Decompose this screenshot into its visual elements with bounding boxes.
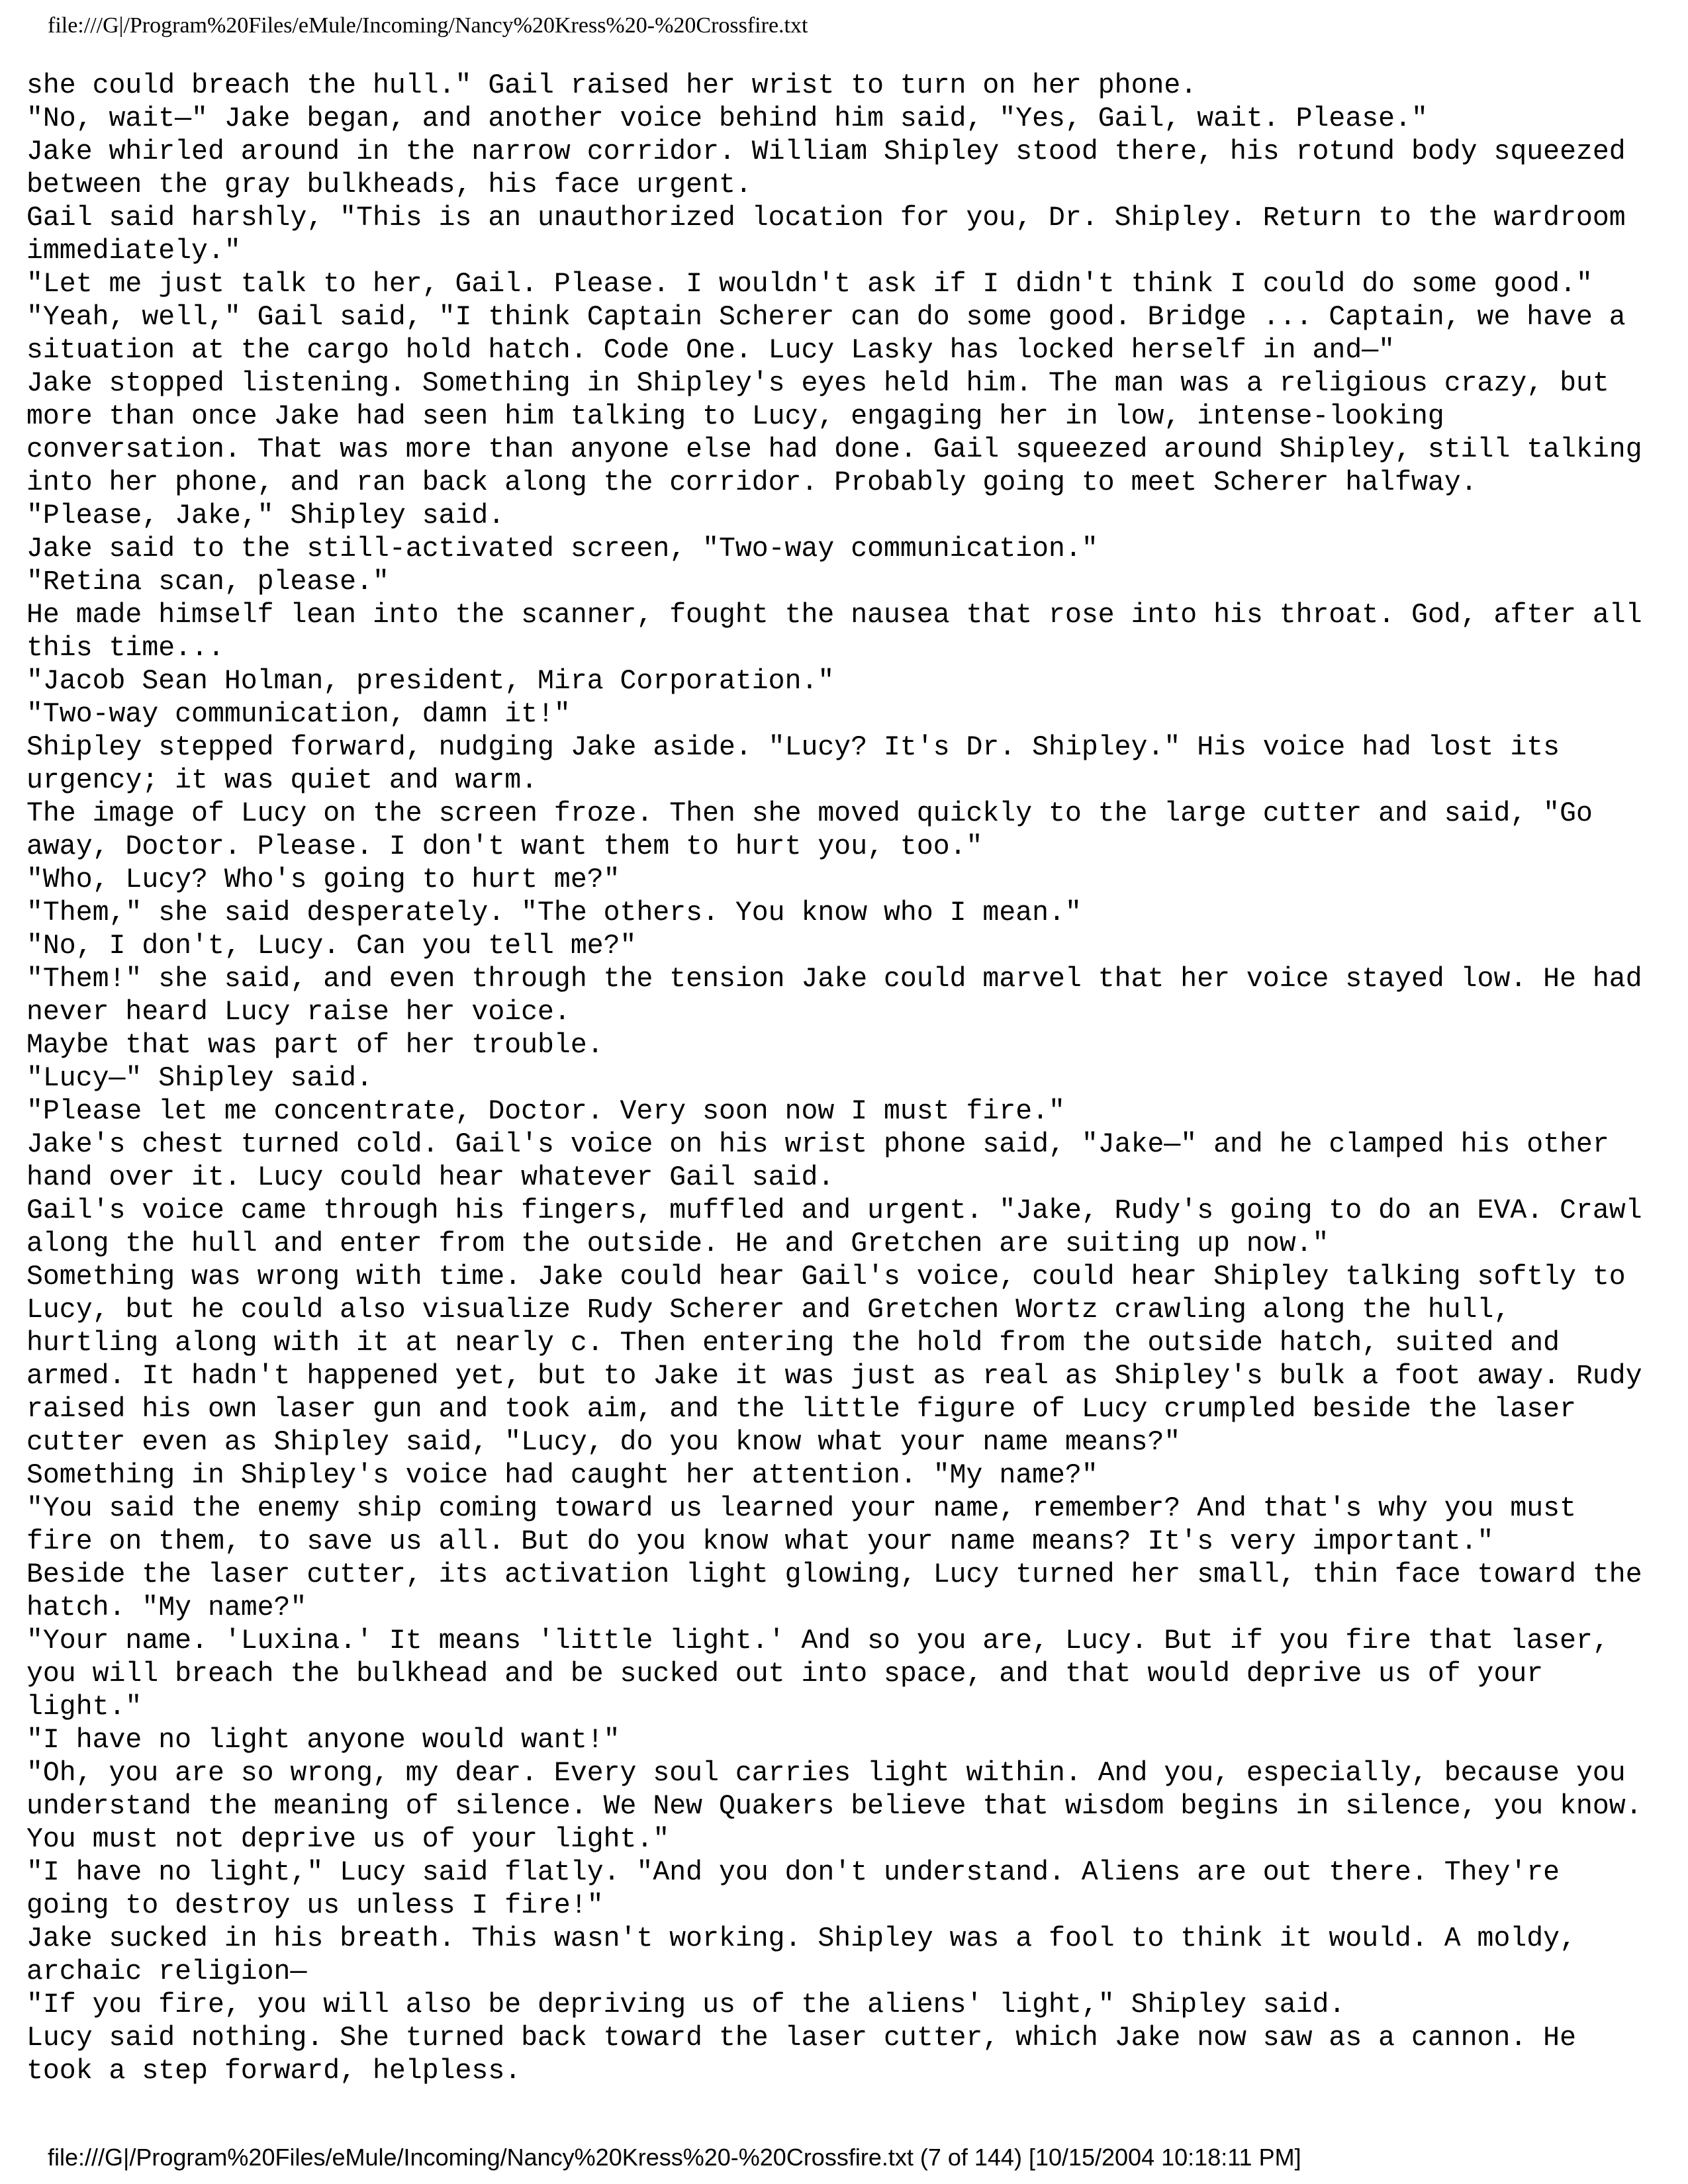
document-line: along the hull and enter from the outside. He and Gretchen are suiting up now." bbox=[26, 1228, 1329, 1259]
document-line: raised his own laser gun and took aim, and the little figure of Lucy crumpled beside the laser bbox=[26, 1394, 1576, 1425]
document-line: more than once Jake had seen him talking to Lucy, engaging her in low, intense-looking bbox=[26, 401, 1444, 432]
document-line: conversation. That was more than anyone else had done. Gail squeezed around Shipley, still talking bbox=[26, 434, 1642, 465]
document-line: "If you fire, you will also be depriving us of the aliens' light," Shipley said. bbox=[26, 1989, 1346, 2021]
document-line: Jake sucked in his breath. This wasn't working. Shipley was a fool to think it would. A moldy, bbox=[26, 1923, 1576, 1954]
document-line: The image of Lucy on the screen froze. Then she moved quickly to the large cutter and said, "Go bbox=[26, 798, 1593, 829]
document-line: "Let me just talk to her, Gail. Please. I wouldn't ask if I didn't think I could do some good." bbox=[26, 269, 1593, 300]
document-line: "I have no light," Lucy said flatly. "And you don't understand. Aliens are out there. They're bbox=[26, 1857, 1560, 1888]
document-line: took a step forward, helpless. bbox=[26, 2056, 522, 2087]
document-line: "I have no light anyone would want!" bbox=[26, 1725, 620, 1756]
document-line: Beside the laser cutter, its activation light glowing, Lucy turned her small, thin face toward the bbox=[26, 1559, 1642, 1590]
document-line: Lucy said nothing. She turned back toward the laser cutter, which Jake now saw as a cannon. He bbox=[26, 2023, 1576, 2054]
document-line: "Jacob Sean Holman, president, Mira Corporation." bbox=[26, 666, 835, 697]
document-line: never heard Lucy raise her voice. bbox=[26, 997, 571, 1028]
document-line: Shipley stepped forward, nudging Jake aside. "Lucy? It's Dr. Shipley." His voice had lost its bbox=[26, 732, 1560, 763]
document-line: Jake's chest turned cold. Gail's voice on his wrist phone said, "Jake—" and he clamped his other bbox=[26, 1129, 1609, 1160]
document-line: cutter even as Shipley said, "Lucy, do you know what your name means?" bbox=[26, 1427, 1181, 1458]
document-line: armed. It hadn't happened yet, but to Jake it was just as real as Shipley's bulk a foot away. Rudy bbox=[26, 1361, 1642, 1392]
document-line: "Oh, you are so wrong, my dear. Every soul carries light within. And you, especially, because you bbox=[26, 1758, 1626, 1789]
document-line: Gail said harshly, "This is an unauthorized location for you, Dr. Shipley. Return to the wardroom bbox=[26, 203, 1626, 234]
page-header-file-path: file:///G|/Program%20Files/eMule/Incoming/Nancy%20Kress%20-%20Crossfire.txt bbox=[48, 13, 808, 38]
document-line: away, Doctor. Please. I don't want them to hurt you, too." bbox=[26, 831, 983, 862]
page-footer: file:///G|/Program%20Files/eMule/Incoming/Nancy%20Kress%20-%20Crossfire.txt (7 of 144) [10/15/2004 10:18:11 PM] bbox=[48, 2144, 1301, 2171]
document-line: Maybe that was part of her trouble. bbox=[26, 1030, 604, 1061]
document-line: Jake stopped listening. Something in Shipley's eyes held him. The man was a religious crazy, but bbox=[26, 368, 1609, 399]
document-line: archaic religion— bbox=[26, 1956, 307, 1987]
document-line: you will breach the bulkhead and be sucked out into space, and that would deprive us of your bbox=[26, 1659, 1544, 1690]
document-line: "Please, Jake," Shipley said. bbox=[26, 500, 505, 531]
document-line: "Them!" she said, and even through the tension Jake could marvel that her voice stayed low. He had bbox=[26, 964, 1642, 995]
document-line: fire on them, to save us all. But do you know what your name means? It's very important." bbox=[26, 1526, 1494, 1557]
document-line: "You said the enemy ship coming toward us learned your name, remember? And that's why you must bbox=[26, 1493, 1576, 1524]
document-line: Jake whirled around in the narrow corridor. William Shipley stood there, his rotund body squeezed bbox=[26, 136, 1626, 167]
document-line: You must not deprive us of your light." bbox=[26, 1824, 670, 1855]
document-line: Something in Shipley's voice had caught her attention. "My name?" bbox=[26, 1460, 1098, 1491]
document-line: "Retina scan, please." bbox=[26, 567, 389, 598]
document-line: "Your name. 'Luxina.' It means 'little light.' And so you are, Lucy. But if you fire that laser, bbox=[26, 1625, 1609, 1657]
document-line: hand over it. Lucy could hear whatever Gail said. bbox=[26, 1162, 835, 1193]
document-line: "Yeah, well," Gail said, "I think Captain Scherer can do some good. Bridge ... Captain, we have a bbox=[26, 302, 1626, 333]
document-line: "No, wait—" Jake began, and another voice behind him said, "Yes, Gail, wait. Please." bbox=[26, 103, 1428, 134]
document-line: going to destroy us unless I fire!" bbox=[26, 1890, 604, 1921]
document-line: light." bbox=[26, 1692, 142, 1723]
document-line: hurtling along with it at nearly c. Then entering the hold from the outside hatch, suited and bbox=[26, 1328, 1560, 1359]
document-line: Lucy, but he could also visualize Rudy Scherer and Gretchen Wortz crawling along the hull, bbox=[26, 1295, 1511, 1326]
document-line: she could breach the hull." Gail raised her wrist to turn on her phone. bbox=[26, 70, 1197, 101]
document-line: He made himself lean into the scanner, fought the nausea that rose into his throat. God, after all bbox=[26, 600, 1642, 631]
document-line: urgency; it was quiet and warm. bbox=[26, 765, 538, 796]
document-line: "Two-way communication, damn it!" bbox=[26, 699, 571, 730]
document-line: Gail's voice came through his fingers, muffled and urgent. "Jake, Rudy's going to do an EVA. Crawl bbox=[26, 1195, 1642, 1226]
document-line: situation at the cargo hold hatch. Code One. Lucy Lasky has locked herself in and—" bbox=[26, 335, 1395, 366]
document-line: "No, I don't, Lucy. Can you tell me?" bbox=[26, 931, 637, 962]
document-line: "Who, Lucy? Who's going to hurt me?" bbox=[26, 864, 620, 895]
document-body bbox=[26, 69, 1668, 2088]
document-line: between the gray bulkheads, his face urgent. bbox=[26, 169, 752, 201]
document-line: immediately." bbox=[26, 236, 241, 267]
document-line: "Them," she said desperately. "The others. You know who I mean." bbox=[26, 897, 1082, 929]
document-line: this time... bbox=[26, 633, 224, 664]
document-line: into her phone, and ran back along the corridor. Probably going to meet Scherer halfway. bbox=[26, 467, 1477, 498]
document-line: understand the meaning of silence. We New Quakers believe that wisdom begins in silence, you know. bbox=[26, 1791, 1642, 1822]
document-line: Something was wrong with time. Jake could hear Gail's voice, could hear Shipley talking softly to bbox=[26, 1261, 1626, 1293]
document-line: hatch. "My name?" bbox=[26, 1592, 307, 1623]
document-line: Jake said to the still-activated screen, "Two-way communication." bbox=[26, 533, 1098, 565]
document-line: "Lucy—" Shipley said. bbox=[26, 1063, 373, 1094]
document-line: "Please let me concentrate, Doctor. Very soon now I must fire." bbox=[26, 1096, 1065, 1127]
